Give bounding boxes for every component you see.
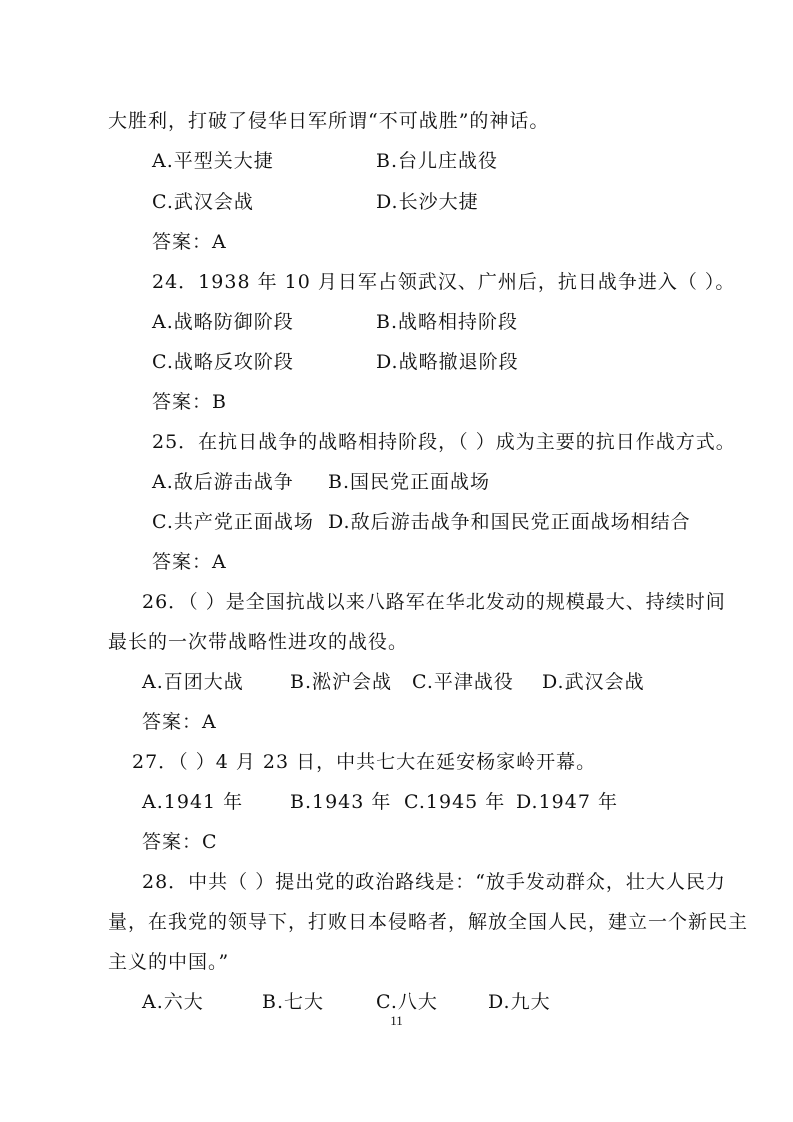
q26-option-a: A.百团大战	[142, 671, 244, 693]
q24-question: 24．1938 年 10 月日军占领武汉、广州后，抗日战争进入（ ）。	[152, 271, 736, 293]
q24-option-d: D.战略撤退阶段	[376, 351, 519, 373]
q26-answer: 答案：A	[142, 711, 217, 733]
q27-option-b: B.1943 年	[290, 791, 392, 813]
q28-option-a: A.六大	[142, 991, 204, 1013]
q24-option-b: B.战略相持阶段	[376, 311, 519, 333]
q25-option-b: B.国民党正面战场	[328, 471, 491, 493]
q25-option-c: C.共产党正面战场	[152, 511, 314, 533]
q27-question: 27．（ ）4 月 23 日，中共七大在延安杨家岭开幕。	[132, 751, 597, 773]
q27-option-c: C.1945 年	[404, 791, 506, 813]
q28-option-d: D.九大	[488, 991, 551, 1013]
q27-answer: 答案：C	[142, 831, 218, 853]
q28-option-c: C.八大	[376, 991, 438, 1013]
q26-option-c: C.平津战役	[412, 671, 514, 693]
q23-text-tail: 大胜利，打破了侵华日军所谓“不可战胜”的神话。	[108, 110, 550, 132]
q26-question-line1: 26．（ ）是全国抗战以来八路军在华北发动的规模最大、持续时间	[142, 591, 726, 613]
q25-answer: 答案：A	[152, 551, 227, 573]
q26-option-b: B.淞沪会战	[290, 671, 393, 693]
q25-option-d: D.敌后游击战争和国民党正面战场相结合	[328, 511, 691, 533]
q24-answer: 答案：B	[152, 391, 227, 413]
q26-option-d: D.武汉会战	[542, 671, 645, 693]
q28-question-line1: 28．中共（ ）提出党的政治路线是：“放手发动群众，壮大人民力	[142, 871, 726, 893]
q27-option-a: A.1941 年	[142, 791, 244, 813]
q25-option-a: A.敌后游击战争	[152, 471, 294, 493]
q28-question-line3: 主义的中国。”	[108, 951, 230, 973]
q23-option-b: B.台儿庄战役	[376, 150, 499, 172]
q23-option-d: D.长沙大捷	[376, 191, 479, 213]
q24-option-c: C.战略反攻阶段	[152, 351, 294, 373]
q25-question: 25．在抗日战争的战略相持阶段，（ ）成为主要的抗日作战方式。	[152, 431, 736, 453]
q23-option-a: A.平型关大捷	[152, 150, 274, 172]
q24-option-a: A.战略防御阶段	[152, 311, 294, 333]
q27-option-d: D.1947 年	[516, 791, 618, 813]
q28-option-b: B.七大	[262, 991, 325, 1013]
q28-question-line2: 量，在我党的领导下，打败日本侵略者，解放全国人民，建立一个新民主	[108, 911, 749, 933]
q23-answer: 答案：A	[152, 231, 227, 253]
page-number: 11	[390, 1013, 403, 1028]
q26-question-line2: 最长的一次带战略性进攻的战役。	[108, 631, 409, 653]
q23-option-c: C.武汉会战	[152, 191, 254, 213]
